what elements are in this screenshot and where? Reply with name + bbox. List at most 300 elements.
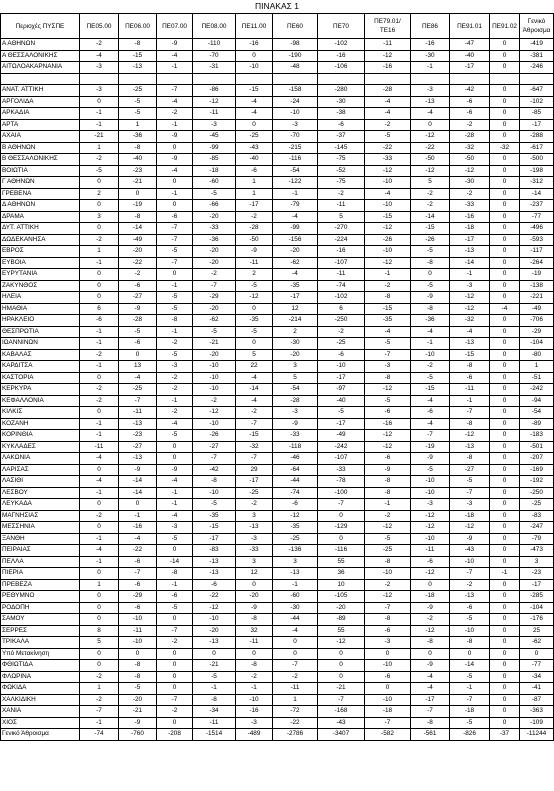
value-cell: -6 [411,407,450,419]
value-cell: -7 [236,453,273,465]
region-cell: ΜΑΓΝΗΣΙΑΣ [1,510,80,522]
value-cell: -208 [157,729,193,741]
value-cell: 0 [80,200,119,212]
table-row [1,648,554,660]
value-cell: 6 [318,303,365,315]
total-cell: -169 [520,464,554,476]
value-cell: 36 [318,568,365,580]
value-cell: -7 [365,717,411,729]
value-cell: -15 [450,349,490,361]
value-cell: -1 [80,487,119,499]
total-cell: 0 [520,648,554,660]
value-cell: -30 [273,338,318,350]
value-cell: -1 [273,188,318,200]
value-cell: 0 [119,349,157,361]
value-cell: -74 [318,280,365,292]
value-cell: 0 [411,119,450,131]
value-cell: -2 [411,361,450,373]
table-row [1,142,554,154]
value-cell: -3407 [318,729,365,741]
value-cell: -7 [450,694,490,706]
value-cell: -2 [80,694,119,706]
region-cell: ΛΕΣΒΟΥ [1,487,80,499]
value-cell: -2 [193,269,236,281]
table-row [1,418,554,430]
value-cell: 3 [273,361,318,373]
value-cell: -40 [318,395,365,407]
value-cell: -3 [365,361,411,373]
value-cell: -12 [450,522,490,534]
value-cell: 0 [273,637,318,649]
value-cell: 0 [490,625,520,637]
total-row [1,729,554,741]
value-cell: 32 [236,625,273,637]
table-row [1,361,554,373]
value-cell: -2 [157,384,193,396]
value-cell: -16 [318,246,365,258]
table-row [1,223,554,235]
value-cell: -21 [80,131,119,143]
value-cell: -50 [450,154,490,166]
region-cell: ΧΙΟΣ [1,717,80,729]
value-cell: -102 [318,39,365,51]
table-row [1,430,554,442]
value-cell: 0 [490,418,520,430]
value-cell: -9 [411,453,450,465]
value-cell: -5 [411,464,450,476]
value-cell: -99 [273,223,318,235]
value-cell: -4 [157,476,193,488]
value-cell: -2 [273,671,318,683]
value-cell: -10 [193,361,236,373]
value-cell: -4 [411,418,450,430]
value-cell: -5 [157,292,193,304]
total-cell: -34 [520,671,554,683]
value-cell: 0 [80,614,119,626]
value-cell: -582 [365,729,411,741]
value-cell: 0 [318,660,365,672]
value-cell: -2 [80,671,119,683]
value-cell: 13 [119,361,157,373]
value-cell: -16 [119,522,157,534]
region-cell: ΧΑΛΚΙΔΙΚΗ [1,694,80,706]
value-cell: -1 [490,568,520,580]
total-cell: -473 [520,545,554,557]
column-header: ΠΕ86 [411,14,450,39]
value-cell: -1 [157,499,193,511]
value-cell: 0 [490,96,520,108]
value-cell: -33 [365,154,411,166]
value-cell: 0 [119,188,157,200]
region-cell: ΠΙΕΡΙΑ [1,568,80,580]
column-header: ΠΕ91.01 [450,14,490,39]
value-cell: 0 [236,579,273,591]
value-cell: 0 [80,464,119,476]
column-header: ΠΕ07.00 [157,14,193,39]
value-cell: -16 [450,211,490,223]
total-cell: -285 [520,591,554,603]
value-cell: 0 [157,648,193,660]
value-cell: -6 [411,556,450,568]
value-cell: -43 [318,717,365,729]
region-cell: ΛΑΚΩΝΙΑ [1,453,80,465]
value-cell: -28 [450,131,490,143]
value-cell: 0 [365,683,411,695]
value-cell: -54 [273,384,318,396]
value-cell: -8 [411,257,450,269]
value-cell: -32 [236,441,273,453]
value-cell: -6 [157,211,193,223]
region-cell: Β ΘΕΣΣΑΛΟΝΙΚΗΣ [1,154,80,166]
value-cell: -18 [450,706,490,718]
value-cell: -6 [119,579,157,591]
value-cell: 0 [236,648,273,660]
value-cell: -2 [193,395,236,407]
value-cell: 0 [318,533,365,545]
value-cell: -4 [236,395,273,407]
value-cell: -32 [450,315,490,327]
value-cell: -6 [365,671,411,683]
value-cell [490,73,520,85]
region-cell: ΦΩΚΙΔΑ [1,683,80,695]
table-row [1,257,554,269]
value-cell: 0 [80,292,119,304]
value-cell: -1 [80,338,119,350]
value-cell: 5 [411,177,450,189]
value-cell: -8 [193,694,236,706]
value-cell: -33 [273,430,318,442]
value-cell: -20 [273,246,318,258]
value-cell: 0 [365,648,411,660]
value-cell: -9 [157,131,193,143]
value-cell: -42 [450,85,490,97]
value-cell: 3 [236,556,273,568]
value-cell: -1 [450,395,490,407]
value-cell: 55 [318,556,365,568]
value-cell: -13 [193,556,236,568]
value-cell: -2 [318,326,365,338]
value-cell: -4 [80,50,119,62]
value-cell: 0 [157,200,193,212]
value-cell: -17 [411,694,450,706]
value-cell: -97 [318,384,365,396]
value-cell: -13 [119,62,157,74]
value-cell: -4 [411,671,450,683]
value-cell: -3 [411,85,450,97]
value-cell: -156 [273,234,318,246]
value-cell: 0 [411,648,450,660]
value-cell: -760 [119,729,157,741]
value-cell: -14 [119,487,157,499]
total-cell: -94 [520,395,554,407]
value-cell: -12 [365,591,411,603]
value-cell: -10 [236,62,273,74]
region-cell: ΗΜΑΘΙΑ [1,303,80,315]
region-cell: ΛΑΣΙΘΙ [1,476,80,488]
value-cell: 1 [236,188,273,200]
value-cell: -20 [318,602,365,614]
value-cell: -12 [411,568,450,580]
value-cell: -1 [157,487,193,499]
total-cell: -80 [520,349,554,361]
value-cell: -6 [450,372,490,384]
column-header: Γενικό Άθροισμα [520,14,554,39]
table-row [1,579,554,591]
value-cell: 0 [490,522,520,534]
value-cell: -1 [80,257,119,269]
value-cell: -27 [119,441,157,453]
column-header: ΠΕ06.00 [119,14,157,39]
region-cell: ΡΟΔΟΠΗ [1,602,80,614]
value-cell: -10 [273,108,318,120]
value-cell: -12 [411,510,450,522]
table-row [1,269,554,281]
value-cell: 0 [490,533,520,545]
table-row [1,407,554,419]
value-cell: -1 [80,533,119,545]
value-cell: -2 [365,579,411,591]
value-cell: -1 [80,430,119,442]
value-cell: -1 [411,338,450,350]
region-cell: Γενικό Άθροισμα [1,729,80,741]
value-cell: -13 [193,568,236,580]
value-cell: -12 [411,131,450,143]
value-cell: -5 [411,246,450,258]
value-cell: 0 [80,372,119,384]
value-cell: -16 [365,418,411,430]
value-cell: 0 [490,510,520,522]
value-cell: -9 [119,717,157,729]
value-cell: -7 [318,694,365,706]
value-cell: -122 [273,177,318,189]
value-cell: -33 [193,223,236,235]
value-cell: -22 [273,717,318,729]
table-row [1,50,554,62]
value-cell: -6 [365,453,411,465]
value-cell: -2 [157,637,193,649]
value-cell: -33 [450,200,490,212]
region-cell: ΑΝΑΤ. ΑΤΤΙΚΗ [1,85,80,97]
value-cell: -110 [193,39,236,51]
table-row [1,234,554,246]
value-cell: -22 [365,142,411,154]
value-cell: -12 [365,441,411,453]
value-cell: -15 [236,85,273,97]
region-cell: ΜΕΣΣΗΝΙΑ [1,522,80,534]
value-cell: 0 [490,407,520,419]
value-cell: -1 [365,269,411,281]
value-cell: -2 [80,510,119,522]
value-cell: -2 [80,395,119,407]
table-row [1,200,554,212]
value-cell: -7 [157,257,193,269]
value-cell: -1 [193,683,236,695]
value-cell: -1 [80,326,119,338]
value-cell: -75 [318,177,365,189]
value-cell: -25 [318,338,365,350]
value-cell: -7 [450,568,490,580]
value-cell: -145 [318,142,365,154]
value-cell: -5 [119,96,157,108]
value-cell: -11 [318,269,365,281]
value-cell: -8 [157,315,193,327]
value-cell: -12 [365,50,411,62]
value-cell: -3 [157,361,193,373]
value-cell: -7 [450,487,490,499]
value-cell: -3 [80,85,119,97]
region-cell: ΚΙΛΚΙΣ [1,407,80,419]
value-cell [365,73,411,85]
value-cell: -8 [157,568,193,580]
value-cell: 0 [80,568,119,580]
value-cell: -14 [119,223,157,235]
table-row [1,717,554,729]
region-cell: ΚΑΡΔΙΤΣΑ [1,361,80,373]
value-cell: -12 [450,303,490,315]
value-cell: -7 [157,625,193,637]
value-cell: 0 [80,269,119,281]
value-cell: 0 [157,671,193,683]
value-cell: -30 [411,50,450,62]
value-cell: -6 [157,591,193,603]
value-cell: -8 [119,142,157,154]
value-cell: 0 [490,453,520,465]
value-cell: -8 [450,453,490,465]
value-cell: -8 [193,476,236,488]
value-cell: -2 [157,108,193,120]
value-cell: -6 [318,349,365,361]
value-cell: -40 [119,154,157,166]
value-cell: -21 [193,660,236,672]
region-cell: ΗΛΕΙΑ [1,292,80,304]
value-cell: -489 [236,729,273,741]
value-cell: -64 [273,464,318,476]
value-cell: -5 [193,671,236,683]
value-cell: 0 [490,326,520,338]
value-cell: 0 [490,637,520,649]
value-cell: -26 [365,234,411,246]
value-cell: -11 [119,625,157,637]
value-cell: -1514 [193,729,236,741]
value-cell: -25 [119,384,157,396]
value-cell: -7 [157,234,193,246]
value-cell: 0 [318,510,365,522]
table-row [1,292,554,304]
value-cell: -9 [450,533,490,545]
value-cell: -60 [193,177,236,189]
value-cell: 0 [236,119,273,131]
value-cell: 0 [411,269,450,281]
value-cell: -9 [119,464,157,476]
value-cell: -20 [119,694,157,706]
value-cell: -30 [273,602,318,614]
value-cell: -5 [450,717,490,729]
value-cell: -10 [365,246,411,258]
region-cell: ΠΕΛΛΑ [1,556,80,568]
value-cell: 0 [490,257,520,269]
value-cell: -34 [193,706,236,718]
value-cell: 0 [157,614,193,626]
value-cell: -12 [411,522,450,534]
total-cell: -288 [520,131,554,143]
value-cell: -11 [450,384,490,396]
region-cell: ΙΩΑΝΝΙΝΩΝ [1,338,80,350]
table-row [1,62,554,74]
value-cell: -14 [450,660,490,672]
value-cell: -270 [318,223,365,235]
value-cell: -19 [411,441,450,453]
value-cell: -25 [119,85,157,97]
value-cell: -8 [450,418,490,430]
value-cell: 0 [80,280,119,292]
value-cell: -12 [193,602,236,614]
value-cell: -12 [365,430,411,442]
value-cell: -18 [365,706,411,718]
value-cell: -3 [450,499,490,511]
value-cell: -10 [411,533,450,545]
value-cell: 0 [490,556,520,568]
total-cell: -192 [520,476,554,488]
value-cell: 1 [80,683,119,695]
value-cell: -8 [236,614,273,626]
region-cell: ΑΡΤΑ [1,119,80,131]
value-cell: -7 [450,407,490,419]
value-cell: -4 [411,108,450,120]
value-cell: -15 [193,522,236,534]
value-cell: -3 [365,637,411,649]
value-cell: -49 [119,234,157,246]
total-cell: -183 [520,430,554,442]
table-row [1,315,554,327]
value-cell: -1 [411,62,450,74]
value-cell: -2 [80,349,119,361]
value-cell: -6 [236,165,273,177]
region-cell: ΛΕΥΚΑΔΑ [1,499,80,511]
total-cell: -102 [520,96,554,108]
total-cell: -363 [520,706,554,718]
value-cell [273,73,318,85]
value-cell: -6 [80,315,119,327]
value-cell: -40 [236,154,273,166]
value-cell: -9 [157,39,193,51]
value-cell: -29 [193,292,236,304]
table-row [1,188,554,200]
table-row [1,349,554,361]
value-cell: 0 [157,177,193,189]
value-cell: -5 [236,280,273,292]
value-cell [450,73,490,85]
value-cell: 0 [411,579,450,591]
value-cell: -2 [236,671,273,683]
value-cell: -18 [411,591,450,603]
value-cell: -168 [318,706,365,718]
total-cell: -250 [520,487,554,499]
value-cell: -5 [450,476,490,488]
column-header: ΠΕ70 [318,14,365,39]
value-cell: -8 [450,637,490,649]
value-cell: -66 [193,200,236,212]
total-cell: -246 [520,62,554,74]
value-cell: -8 [411,303,450,315]
value-cell: -10 [365,660,411,672]
value-cell: -11 [273,683,318,695]
value-cell: -9 [119,303,157,315]
column-header-region: Περιοχές ΠΥΣΠΕ [1,14,80,39]
value-cell: -12 [365,257,411,269]
value-cell: -3 [80,62,119,74]
value-cell: -5 [193,188,236,200]
value-cell: -1 [450,269,490,281]
